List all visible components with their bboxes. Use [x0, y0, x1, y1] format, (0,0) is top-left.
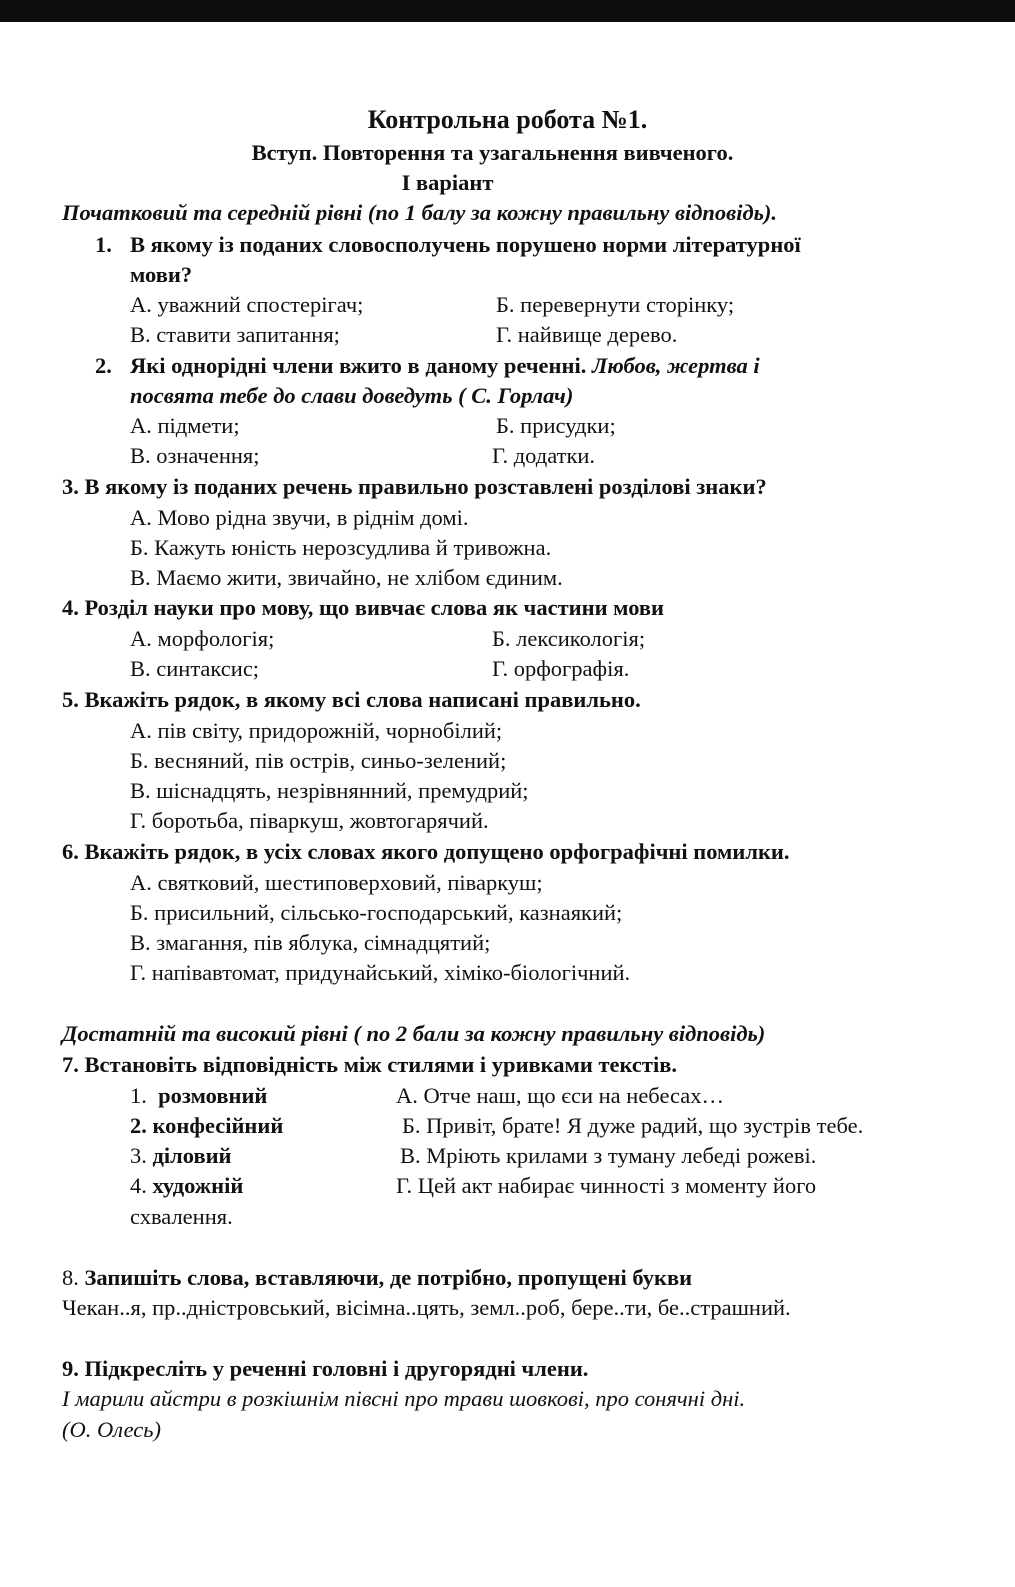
- question-2-bold: Які однорідні члени вжито в даному реченні.: [130, 353, 587, 378]
- style-2-name: конфесійний: [152, 1113, 284, 1138]
- question-9-sentence: І марили айстри в розкішнім півсні про трави шовкові, про сонячні дні.: [62, 1386, 746, 1411]
- question-6-option-a: А. святковий, шестиповерховий, піваркуш;: [130, 870, 543, 895]
- question-3-option-c: В. Маємо жити, звичайно, не хлібом єдиним.: [130, 565, 563, 590]
- style-1: [130, 1082, 267, 1110]
- style-3: [130, 1142, 232, 1170]
- style-4-name: художній: [152, 1173, 244, 1198]
- question-8-words: Чекан..я, пр..дністровський, вісімна..цять, земл..роб, бере..ти, бе..страшний.: [62, 1295, 791, 1320]
- question-1-option-a: А. уважний спостерігач;: [130, 292, 364, 317]
- text-option-d: Г. Цей акт набирає чинності з моменту його: [396, 1173, 817, 1198]
- question-2-option-d: Г. додатки.: [492, 443, 596, 468]
- question-9-text: 9. Підкресліть у реченні головні і другорядні члени.: [62, 1356, 589, 1381]
- question-8-text: [62, 1264, 692, 1292]
- question-2-option-c: В. означення;: [130, 443, 260, 468]
- question-5-option-d: Г. боротьба, піваркуш, жовтогарячий.: [130, 808, 489, 833]
- question-3-text: 3. В якому із поданих речень правильно розставлені розділові знаки?: [62, 474, 767, 499]
- question-5-text: 5. Вкажіть рядок, в якому всі слова написані правильно.: [62, 687, 641, 712]
- style-4: [130, 1172, 243, 1200]
- text-option-a: А. Отче наш, що єси на небесах…: [396, 1083, 724, 1108]
- style-1-number: 1.: [130, 1083, 147, 1108]
- style-4-number: 4.: [130, 1173, 147, 1198]
- question-2-option-a: А. підмети;: [130, 413, 240, 438]
- question-8-number: 8.: [62, 1265, 79, 1290]
- question-7-text: 7. Встановіть відповідність між стилями і уривками текстів.: [62, 1052, 677, 1077]
- question-2-text: [130, 352, 760, 380]
- question-2-quote: посвята тебе до слави доведуть ( С. Горлач): [130, 383, 574, 408]
- style-2: [130, 1112, 283, 1140]
- question-3-option-a: А. Мово рідна звучи, в ріднім домі.: [130, 505, 469, 530]
- question-6-option-d: Г. напівавтомат, придунайський, хіміко-біологічний.: [130, 960, 631, 985]
- text-option-d-cont: схвалення.: [130, 1204, 233, 1229]
- question-2-option-b: Б. присудки;: [496, 413, 616, 438]
- section-heading-advanced: Достатній та високий рівні ( по 2 бали за кожну правильну відповідь): [62, 1021, 766, 1046]
- question-4-option-c: В. синтаксис;: [130, 656, 260, 681]
- style-2-number: 2.: [130, 1113, 147, 1138]
- question-4-option-d: Г. орфографія.: [492, 656, 630, 681]
- question-3-option-b: Б. Кажуть юність нерозсудлива й тривожна.: [130, 535, 552, 560]
- question-6-option-c: В. змагання, пів яблука, сімнадцятий;: [130, 930, 491, 955]
- page-title: Контрольна робота №1.: [367, 105, 648, 134]
- question-5-option-a: А. пів світу, придорожній, чорнобілий;: [130, 718, 503, 743]
- question-4-text: 4. Розділ науки про мову, що вивчає слова як частини мови: [62, 595, 665, 620]
- style-1-name: розмовний: [158, 1083, 268, 1108]
- question-9-author: (О. Олесь): [62, 1417, 162, 1442]
- style-3-name: діловий: [152, 1143, 232, 1168]
- question-1-number: 1.: [95, 232, 112, 257]
- question-4-option-a: А. морфологія;: [130, 626, 275, 651]
- question-1-option-d: Г. найвище дерево.: [496, 322, 678, 347]
- question-5-option-b: Б. весняний, пів острів, синьо-зелений;: [130, 748, 507, 773]
- text-option-b: Б. Привіт, брате! Я дуже радий, що зустрів тебе.: [402, 1113, 864, 1138]
- question-2-quote-start: Любов, жертва і: [591, 353, 760, 378]
- page-subtitle: Вступ. Повторення та узагальнення вивченого.: [251, 140, 734, 165]
- question-5-option-c: В. шіснадцять, незрівнянний, премудрий;: [130, 778, 529, 803]
- question-1-text: В якому із поданих словосполучень порушено норми літературної: [130, 232, 801, 257]
- question-6-text: 6. Вкажіть рядок, в усіх словах якого допущено орфографічні помилки.: [62, 839, 790, 864]
- question-1-option-b: Б. перевернути сторінку;: [496, 292, 735, 317]
- variant-label: І варіант: [401, 170, 494, 195]
- section-heading-basic: Початковий та середній рівні (по 1 балу за кожну правильну відповідь).: [62, 200, 778, 225]
- question-2-number: 2.: [95, 353, 112, 378]
- question-8-instruction: Запишіть слова, вставляючи, де потрібно, пропущені букви: [84, 1265, 693, 1290]
- question-1-text-cont: мови?: [130, 262, 193, 287]
- style-3-number: 3.: [130, 1143, 147, 1168]
- question-4-option-b: Б. лексикологія;: [492, 626, 646, 651]
- question-1-option-c: В. ставити запитання;: [130, 322, 340, 347]
- text-option-c: В. Мріють крилами з туману лебеді рожеві.: [400, 1143, 817, 1168]
- question-6-option-b: Б. присильний, сільсько-господарський, казнаякий;: [130, 900, 623, 925]
